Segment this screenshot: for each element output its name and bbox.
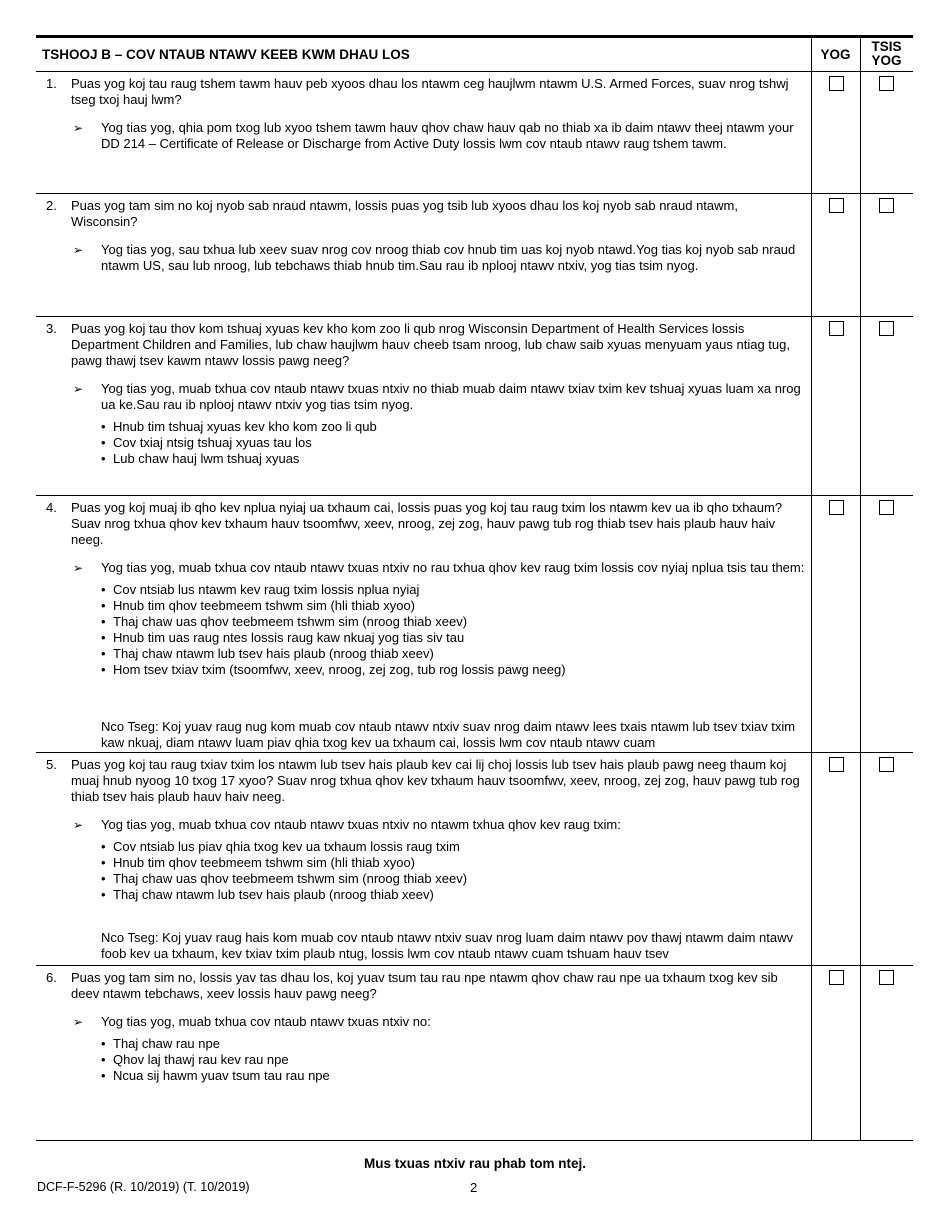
yes-checkbox-q1[interactable]: [829, 76, 844, 91]
list-item: • Cov txiaj ntsig tshuaj xyuas tau los: [101, 435, 806, 451]
instruction-text: Yog tias yog, sau txhua lub xeev suav nrog cov nroog thiab cov hnub tim uas koj nyob ntawd.Yog tias koj nyob sab nraud ntawm US, sau lub nroog, lub tebchaws thiab hnub tim.Sau rau ib nplooj ntawv ntxiv, yog tias tsim nyog.: [101, 242, 796, 273]
row-divider: [36, 316, 913, 317]
list-item: • Hom tsev txiav txim (tsoomfwv, xeev, nroog, zej zog, tub rog lossis pawg neeg): [101, 662, 806, 678]
bullet-list: [101, 419, 806, 467]
question-prompt: Puas yog tam sim no, lossis yav tas dhau los, koj yuav tsum tau rau npe ntawm qhov chaw rau npe ua txhaum txog kev sib deev ntawm tebchaws, xeev lossis hauv pawg neeg?: [71, 970, 778, 1001]
no-checkbox-q1[interactable]: [879, 76, 894, 91]
list-item: • Cov ntsiab lus ntawm kev raug txim lossis nplua nyiaj: [101, 582, 806, 598]
instruction-text: Yog tias yog, muab txhua cov ntaub ntawv txuas ntxiv no ntawm txhua qhov kev raug txim:: [101, 817, 621, 832]
list-item: • Lub chaw hauj lwm tshuaj xyuas: [101, 451, 806, 467]
yes-checkbox-q6[interactable]: [829, 970, 844, 985]
no-checkbox-q2[interactable]: [879, 198, 894, 213]
column-header-no-line1: TSIS: [871, 39, 902, 54]
column-divider-no: [860, 38, 861, 1140]
section-title: TSHOOJ B – COV NTAUB NTAWV KEEB KWM DHAU LOS: [42, 47, 410, 62]
question-text: [71, 970, 806, 1084]
row-divider: [36, 965, 913, 966]
question-number: 2.: [46, 198, 57, 213]
instruction: [71, 817, 806, 833]
no-checkbox-q5[interactable]: [879, 757, 894, 772]
row-divider: [36, 495, 913, 496]
bullet-list: [101, 1036, 806, 1084]
row-divider: [36, 193, 913, 194]
section-b-table: [36, 35, 913, 1141]
question-number: 4.: [46, 500, 57, 515]
list-item: • Thaj chaw uas qhov teebmeem tshwm sim (nroog thiab xeev): [101, 871, 806, 887]
question-number: 3.: [46, 321, 57, 336]
no-checkbox-q4[interactable]: [879, 500, 894, 515]
yes-checkbox-q5[interactable]: [829, 757, 844, 772]
column-divider-yes: [811, 38, 812, 1140]
arrow-bullet-icon: ➢: [73, 1015, 84, 1029]
instruction-text: Yog tias yog, qhia pom txog lub xyoo tshem tawm hauv qhov chaw hauv qab no thiab xa ib daim ntawv theej ntawm your DD 214 – Certificate of Release or Discharge from Active Duty lossis lwm cov ntaub ntawv raug tshem tawm.: [101, 120, 794, 151]
row-divider: [36, 752, 913, 753]
list-item: • Ncua sij hawm yuav tsum tau rau npe: [101, 1068, 806, 1084]
question-text: [71, 500, 806, 678]
instruction: [71, 120, 806, 152]
question-prompt: Puas yog koj tau raug txiav txim los ntawm lub tsev hais plaub kev cai lij choj lossis lub tsev hais plaub pawg neeg thaum koj muaj hnub nyoog 10 txog 17 xyoo? Suav nrog txhua qhov kev txhaum hauv tsoomfwv, xeev, nroog, zej zog, hauv pawg tub rog thiab tsev hais plaub hauv haiv neeg.: [71, 757, 800, 804]
question-prompt: Puas yog koj tau thov kom tshuaj xyuas kev kho kom zoo li qub nrog Wisconsin Department of Health Services lossis Department Children and Families, lub chaw haujlwm hauv cheeb tsam nroog, lub chaw saib xyuas menyuam yaus ntiag tug, pawg thawj tsev kawm ntawv lossis pawg neeg?: [71, 321, 790, 368]
question-text: [71, 321, 806, 467]
list-item: • Hnub tim qhov teebmeem tshwm sim (hli thiab xyoo): [101, 855, 806, 871]
question-text: [71, 198, 806, 274]
question-number: 6.: [46, 970, 57, 985]
question-prompt: Puas yog koj muaj ib qho kev nplua nyiaj ua txhaum cai, lossis puas yog koj tau raug txim los ntawm kev ua ib qho txhaum? Suav nrog txhua qhov kev txhaum hauv tsoomfwv, xeev, nroog, zej zog, hauv pawg tub rog thiab tsev hais plaub hauv haiv neeg.: [71, 500, 783, 547]
no-checkbox-q3[interactable]: [879, 321, 894, 336]
row-divider: [36, 71, 913, 72]
column-header-yes: YOG: [820, 47, 851, 62]
yes-checkbox-q3[interactable]: [829, 321, 844, 336]
note-text: Nco Tseg: Koj yuav raug nug kom muab cov ntaub ntawv ntxiv suav nrog daim ntawv lees txais ntawm lub tsev txiav txim kaw nkuaj, diam ntawv luam piav qhia txog kev ua txhaum cai, lossis lwm cov ntaub ntawv cuam: [101, 719, 796, 750]
instruction: [71, 560, 806, 576]
yes-checkbox-q2[interactable]: [829, 198, 844, 213]
question-number: 1.: [46, 76, 57, 91]
list-item: • Cov ntsiab lus piav qhia txog kev ua txhaum lossis raug txim: [101, 839, 806, 855]
yes-checkbox-q4[interactable]: [829, 500, 844, 515]
instruction: [71, 242, 806, 274]
list-item: • Thaj chaw uas qhov teebmeem tshwm sim (nroog thiab xeev): [101, 614, 806, 630]
column-header-no: [860, 40, 913, 68]
list-item: • Thaj chaw ntawm lub tsev hais plaub (nroog thiab xeev): [101, 646, 806, 662]
arrow-bullet-icon: ➢: [73, 121, 84, 135]
list-item: • Thaj chaw rau npe: [101, 1036, 806, 1052]
bullet-list: [101, 839, 806, 903]
arrow-bullet-icon: ➢: [73, 561, 84, 575]
list-item: • Hnub tim tshuaj xyuas kev kho kom zoo li qub: [101, 419, 806, 435]
instruction: [71, 381, 806, 413]
question-prompt: Puas yog tam sim no koj nyob sab nraud ntawm, lossis puas yog tsib lub xyoos dhau los koj nyob sab nraud ntawm, Wisconsin?: [71, 198, 738, 229]
column-header-no-line2: YOG: [871, 53, 902, 68]
note-text: Nco Tseg: Koj yuav raug hais kom muab cov ntaub ntawv ntxiv suav nrog luam daim ntawv pov thawj ntawm daim ntawv foob kev ua txhaum, kev txiav txim plaub ntug, lossis lwm cov ntaub ntawv cuam tshuam hauv tsev: [101, 930, 793, 961]
continue-notice: Mus txuas ntxiv rau phab tom ntej.: [363, 1156, 587, 1171]
question-text: [71, 76, 806, 152]
instruction-text: Yog tias yog, muab txhua cov ntaub ntawv txuas ntxiv no thiab muab daim ntawv txiav txim kev tshuaj xyuas luam xa nrog ua ke.Sau rau ib nplooj ntawv ntxiv yog tias tsim nyog.: [101, 381, 801, 412]
list-item: • Hnub tim uas raug ntes lossis raug kaw nkuaj yog tias siv tau: [101, 630, 806, 646]
instruction: [71, 1014, 806, 1030]
page-number: 2: [470, 1180, 478, 1195]
question-prompt: Puas yog koj tau raug tshem tawm hauv peb xyoos dhau los ntawm ceg haujlwm ntawm U.S. Armed Forces, suav nrog tshwj tseg txoj hauj lwm?: [71, 76, 789, 107]
question-number: 5.: [46, 757, 57, 772]
arrow-bullet-icon: ➢: [73, 818, 84, 832]
arrow-bullet-icon: ➢: [73, 243, 84, 257]
instruction-text: Yog tias yog, muab txhua cov ntaub ntawv txuas ntxiv no:: [101, 1014, 431, 1029]
list-item: • Hnub tim qhov teebmeem tshwm sim (hli thiab xyoo): [101, 598, 806, 614]
form-id: DCF-F-5296 (R. 10/2019) (T. 10/2019): [37, 1180, 250, 1194]
question-text: [71, 757, 806, 903]
instruction-text: Yog tias yog, muab txhua cov ntaub ntawv txuas ntxiv no rau txhua qhov kev raug txim lossis cov nyiaj nplua tsis tau them:: [101, 560, 805, 575]
list-item: • Qhov laj thawj rau kev rau npe: [101, 1052, 806, 1068]
list-item: • Thaj chaw ntawm lub tsev hais plaub (nroog thiab xeev): [101, 887, 806, 903]
arrow-bullet-icon: ➢: [73, 382, 84, 396]
bullet-list: [101, 582, 806, 678]
no-checkbox-q6[interactable]: [879, 970, 894, 985]
